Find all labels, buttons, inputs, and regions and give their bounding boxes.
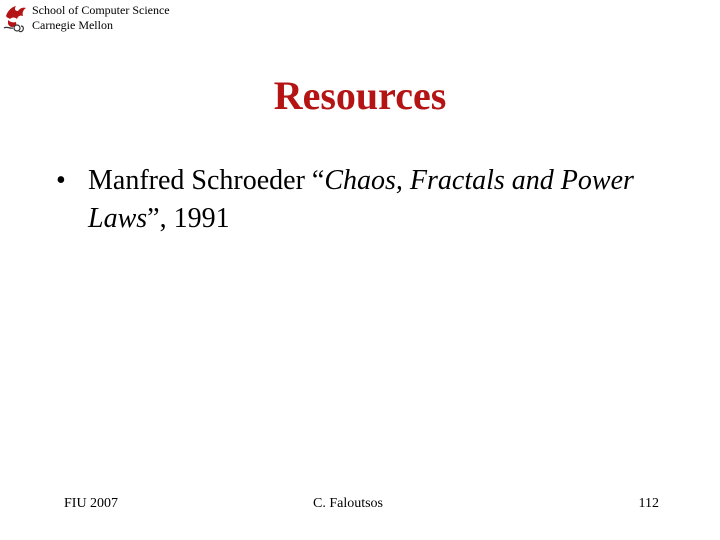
bullet-item — [88, 162, 668, 238]
griffin-logo-icon — [2, 2, 28, 34]
bullet-marker: • — [56, 165, 66, 196]
bullet-text-prefix: Manfred Schroeder “ — [88, 165, 325, 196]
footer-author: C. Faloutsos — [312, 496, 383, 511]
org-line-school: School of Computer Science — [32, 3, 170, 17]
bullet-text-suffix: ”, 1991 — [147, 203, 230, 234]
footer-event: FIU 2007 — [64, 496, 119, 511]
org-line-university: Carnegie Mellon — [32, 18, 113, 32]
footer-page-number: 112 — [638, 496, 659, 511]
org-name — [32, 3, 170, 33]
slide-title: Resources — [273, 73, 447, 118]
bullet-book-title: Chaos, Fractals and Power Laws — [88, 165, 634, 234]
